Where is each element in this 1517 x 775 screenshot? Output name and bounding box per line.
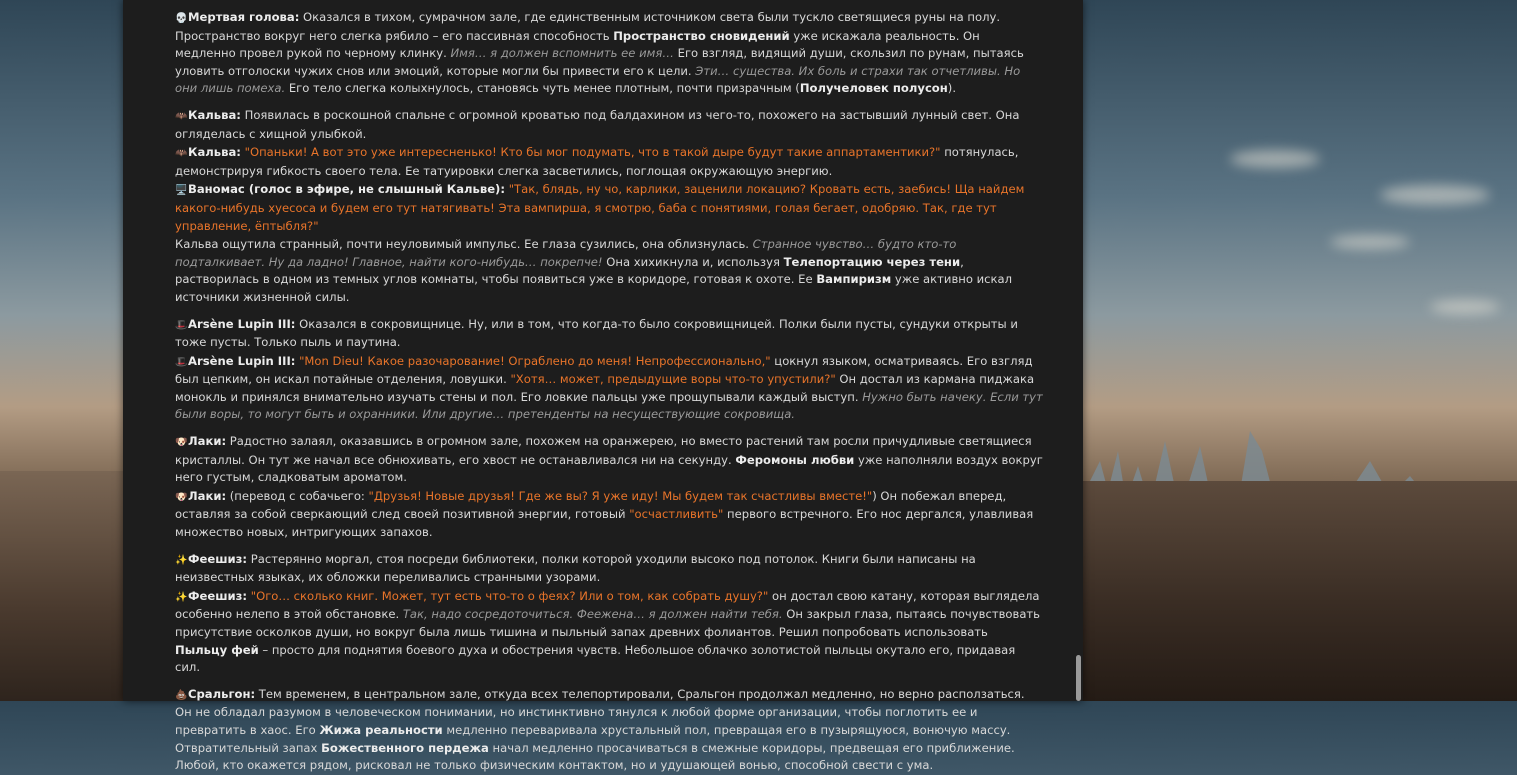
body-text: Кальва ощутила странный, почти неуловимый импульс. Ее глаза сузились, она облизнулась. <box>175 237 753 252</box>
chat-message <box>175 588 1043 677</box>
thought-text: Странное чувство… будто кто-то подталкивает. Ну да ладно! Главное, найти кого-нибудь… покрепче! <box>175 237 957 269</box>
quote-text: "Mon Dieu! Какое разочарование! Ограблено до меня! Непрофессионально," <box>299 353 771 368</box>
background-cloud <box>1380 185 1490 205</box>
speaker-emoji-icon: 🦇 <box>175 148 188 160</box>
chat-message <box>175 9 1043 98</box>
body-text: начал медленно просачиваться в смежные коридоры, предвещая его приближение. Любой, кто окажется рядом, рисковал не только физическим контактом, но и удушающей вонью, способной свести с ума. <box>175 740 1015 773</box>
speaker-emoji-icon: 🎩 <box>175 319 188 331</box>
background-ground-left <box>0 471 125 701</box>
chat-message <box>175 353 1043 424</box>
speaker-emoji-icon: 💩 <box>175 689 188 701</box>
bold-text: Телепортацию через тени <box>783 254 961 269</box>
message-list <box>123 0 1083 775</box>
quote-text: "Хотя… может, предыдущие воры что-то упустили?" <box>510 372 836 387</box>
speaker-emoji-icon: 🐶 <box>175 437 188 449</box>
quote-text: "Ого… сколько книг. Может, тут есть что-то о феях? Или о том, как собрать душу?" <box>250 588 769 603</box>
bold-text: Arsène Lupin III: <box>188 353 296 368</box>
chat-message <box>175 433 1043 487</box>
bold-text: Вампиризм <box>816 272 892 287</box>
body-text: Он достал из кармана пиджака монокль и принялся внимательно изучать стены и пол. Его ловкие пальцы уже прощупывали каждый выступ. <box>175 372 1035 404</box>
thought-text: Так, надо сосредоточиться. Феежена… я должен найти тебя. <box>402 607 783 622</box>
bold-text: Получеловек полусон <box>799 81 948 96</box>
speaker-emoji-icon: ✨ <box>175 591 188 603</box>
speaker-emoji-icon: 🎩 <box>175 356 188 368</box>
body-text: ) Он побежал вперед, оставляя за собой сверкающий след своей позитивной энергии, готовый <box>175 488 1007 522</box>
background-ground-right <box>1083 481 1517 701</box>
body-text: первого встречного. Его нос дергался, улавливая множество новых, интригующих запахов. <box>175 507 1034 540</box>
body-text: потянулась, демонстрируя гибкость своего тела. Ее татуировки слегка засветились, поглощая окружающую энергию. <box>175 145 1019 178</box>
body-text: цокнул языком, осматриваясь. Его взгляд был цепким, он искал потайные отделения, ловушки. <box>175 353 1033 387</box>
scrollbar-thumb[interactable] <box>1076 655 1081 701</box>
bold-text: Кальва: <box>188 145 241 160</box>
background-cloud <box>1330 235 1410 249</box>
bold-text: Жижа реальности <box>319 722 443 737</box>
bold-text: Лаки: <box>188 488 227 503</box>
bold-text: Arsène Lupin III: <box>188 316 296 331</box>
body-text: Он закрыл глаза, пытаясь почувствовать присутствие осколков души, но вокруг была лишь тишина и пыльный запах древних фолиантов. Решил попробовать использовать <box>175 607 1041 639</box>
body-text: Радостно залаял, оказавшись в огромном зале, похожем на оранжерею, но вместо растений там росли причудливые светящиеся кристаллы. Он тут же начал все обнюхивать, его хвост не останавливался ни на секунду. <box>175 434 1032 467</box>
speaker-emoji-icon: 🖥️ <box>175 185 188 197</box>
bold-text: Феешиз: <box>188 551 248 566</box>
bold-text: Пыльцу фей <box>175 642 259 657</box>
quote-text: "Друзья! Новые друзья! Где же вы? Я уже иду! Мы будем так счастливы вместе!" <box>368 488 873 503</box>
speaker-emoji-icon: 🐶 <box>175 491 188 503</box>
body-text: – просто для поднятия боевого духа и обострения чувств. Небольшое облачко золотистой пыльцы окутало его, придавая сил. <box>175 642 1016 675</box>
bold-text: Мертвая голова: <box>188 10 300 24</box>
chat-message <box>175 181 1043 235</box>
body-text: уже искажала реальность. Он медленно провел рукой по черному клинку. <box>175 28 980 61</box>
quote-text: "осчастливить" <box>629 507 724 522</box>
body-text: он достал свою катану, которая выглядела особенно нелепо в этой обстановке. <box>175 588 1040 622</box>
chat-message <box>175 107 1043 143</box>
body-text: Она хихикнула и, используя <box>602 254 784 269</box>
chat-message <box>175 144 1043 180</box>
bold-text: Сральгон: <box>188 686 256 701</box>
body-text: (перевод с собачьего: <box>226 488 369 503</box>
bold-text: Ваномас (голос в эфире, не слышный Кальве): <box>188 182 505 197</box>
thought-text: Имя… я должен вспомнить ее имя… <box>450 46 674 61</box>
body-text: Его тело слегка колыхнулось, становясь чуть менее плотным, почти призрачным ( <box>285 81 800 96</box>
thought-text: Эти… существа. Их боль и страхи так отчетливы. Но они лишь помеха. <box>175 63 1021 96</box>
speaker-emoji-icon: 💀 <box>175 13 188 24</box>
body-text: Появилась в роскошной спальне с огромной кроватью под балдахином из чего-то, похожего на застывший лунный свет. Она огляделась с хищной улыбкой. <box>175 107 1020 141</box>
bold-text: Феешиз: <box>188 588 248 603</box>
chat-message <box>175 236 1043 306</box>
body-text: ). <box>947 81 957 96</box>
bold-text: Лаки: <box>188 434 227 449</box>
body-text: уже активно искал источники жизненной силы. <box>175 272 1013 304</box>
chat-message <box>175 488 1043 542</box>
body-text: , растворилась в одном из темных углов комнаты, чтобы появиться уже в коридоре, готовая к охоте. Ее <box>175 254 964 287</box>
quote-text: "Опаньки! А вот это уже интересненько! Кто бы мог подумать, что в такой дыре будут такие аппартаментики?" <box>244 145 941 160</box>
body-text: Тем временем, в центральном зале, откуда всех телепортировали, Сральгон продолжал медленно, но верно расползаться. Он не обладал разумом в человеческом понимании, но инстинктивно тянулся к любой форме организации, чтобы поглотить ее и превратить в хаос. Его <box>175 686 1025 737</box>
bold-text: Феромоны любви <box>735 452 855 467</box>
chat-panel <box>123 0 1083 773</box>
body-text: Оказался в сокровищнице. Ну, или в том, что когда-то было сокровищницей. Полки были пусты, сундуки открыты и тоже пусты. Только пыль и паутина. <box>175 316 1018 350</box>
quote-text: "Так, блядь, ну чо, карлики, заценили локацию? Кровать есть, заебись! Ща найдем какого-нибудь хуесоса и будем его тут натягивать! Эта вампирша, я смотрю, баба с понятиями, голая бегает, одобряю. Так, где тут управление, ёптыбля?" <box>175 182 1025 233</box>
speaker-emoji-icon: 🦇 <box>175 110 188 122</box>
body-text: Его взгляд, видящий души, скользил по рунам, пытаясь уловить отголоски чужих снов или эмоций, которые могли бы привести его к цели. <box>175 46 1024 78</box>
chat-message <box>175 316 1043 352</box>
thought-text: Нужно быть начеку. Если тут были воры, то могут быть и охранники. Или другие… претенденты на несуществующие сокровища. <box>175 389 1043 422</box>
background-cloud <box>1430 300 1500 314</box>
body-text: медленно переваривала хрустальный пол, превращая его в пузырящуюся, вонючую массу. Отвратительный запах <box>175 722 1011 755</box>
bold-text: Божественного пердежа <box>321 740 489 755</box>
chat-message <box>175 686 1043 775</box>
chat-message <box>175 551 1043 587</box>
body-text: Оказался в тихом, сумрачном зале, где единственным источником света были тускло светящиеся руны на полу. Пространство вокруг него слегка рябило – его пассивная способность <box>175 10 1001 43</box>
body-text: Растерянно моргал, стоя посреди библиотеки, полки которой уходили высоко под потолок. Книги были написаны на неизвестных языках, их обложки переливались странными узорами. <box>175 551 976 585</box>
body-text: уже наполняли воздух вокруг него густым, сладковатым ароматом. <box>175 452 1043 485</box>
background-cloud <box>1230 150 1320 168</box>
bold-text: Кальва: <box>188 107 241 122</box>
speaker-emoji-icon: ✨ <box>175 554 188 566</box>
bold-text: Пространство сновидений <box>613 28 790 43</box>
